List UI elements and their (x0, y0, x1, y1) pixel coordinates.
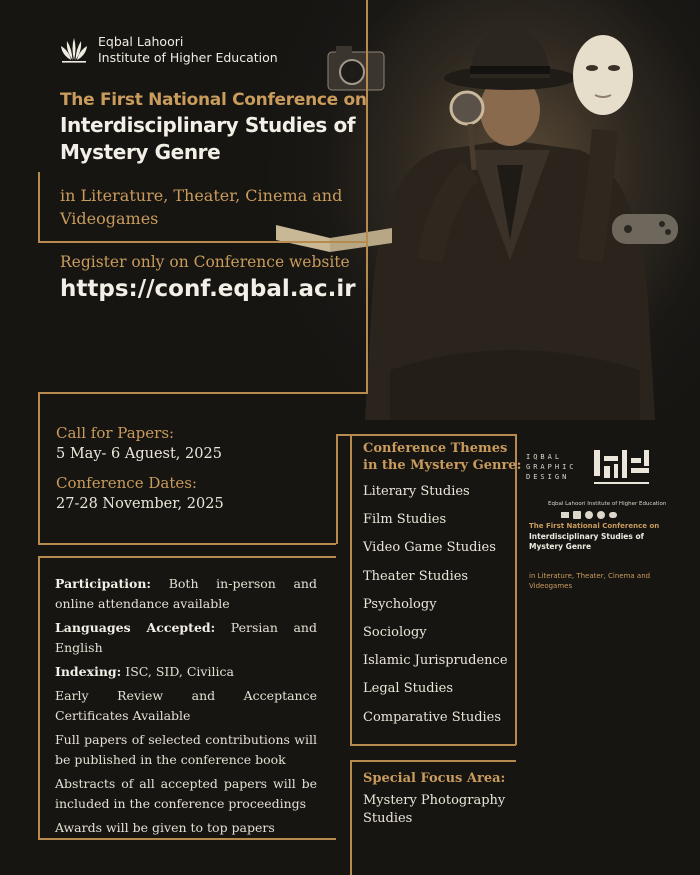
media-icons-strip (560, 510, 618, 520)
indexing-info: Indexing: ISC, SID, Civilica (55, 664, 234, 679)
conference-title-line1: The First National Conference on (60, 90, 367, 110)
mini-poster-title3: in Literature, Theater, Cinema and Videogames (529, 572, 651, 590)
frame-line (366, 0, 368, 392)
conference-subtitle: in Literature, Theater, Cinema and Videogames (60, 186, 343, 228)
frame-line (515, 434, 517, 745)
calligraphy-logo-icon (592, 446, 654, 490)
institution-name-line1: Eqbal Lahoori (98, 34, 184, 49)
theme-item: Comparative Studies (363, 709, 502, 725)
frame-line (336, 434, 516, 436)
mini-poster-title2: Interdisciplinary Studies of Mystery Genre (529, 532, 644, 551)
institution-logo (58, 34, 278, 66)
special-focus-value: Mystery Photography Studies (363, 793, 506, 826)
call-for-papers-value: 5 May- 6 Aguest, 2025 (56, 446, 222, 462)
frame-line (38, 543, 336, 545)
frame-line (350, 434, 352, 744)
details-panel (55, 574, 317, 842)
participation-info: Participation: Both in-person and online attendance available (55, 576, 317, 611)
camera-icon (328, 46, 384, 90)
awards-info: Awards will be given to top papers (55, 820, 275, 835)
special-focus-heading: Special Focus Area: (363, 771, 506, 786)
frame-line (38, 556, 336, 558)
theme-item: Islamic Jurisprudence (363, 653, 508, 669)
mini-poster-title1: The First National Conference on (529, 522, 660, 530)
conference-dates-label: Conference Dates: (56, 474, 197, 492)
frame-line (38, 392, 40, 544)
frame-line (38, 392, 368, 394)
frame-line (38, 556, 40, 838)
frame-line (38, 172, 40, 242)
theme-item: Video Game Studies (363, 540, 496, 556)
theme-item: Theater Studies (363, 568, 469, 584)
frame-line (350, 760, 516, 762)
frame-line (38, 241, 366, 243)
review-info: Early Review and Acceptance Certificates Available (55, 688, 317, 723)
frame-line (336, 434, 338, 544)
call-for-papers-label: Call for Papers: (56, 424, 175, 442)
themes-list (363, 484, 508, 738)
lotus-logo-icon (58, 36, 90, 64)
conference-title-line2: Interdisciplinary Studies of Mystery Genre (60, 113, 356, 164)
conference-url[interactable]: https://conf.eqbal.ac.ir (60, 276, 356, 302)
design-studio-brand: IQBAL GRAPHIC DESIGN (526, 453, 577, 481)
mini-poster-org: Eqbal Lahoori Institute of Higher Education (548, 501, 667, 507)
theme-item: Literary Studies (363, 484, 470, 499)
abstracts-info: Abstracts of all accepted papers will be included in the conference proceedings (55, 776, 317, 811)
registration-note: Register only on Conference website (60, 253, 350, 271)
theme-item: Film Studies (363, 512, 447, 528)
gamepad-icon (612, 214, 678, 244)
theme-item: Legal Studies (363, 681, 454, 697)
theme-item: Psychology (363, 596, 437, 612)
conference-dates-value: 27-28 November, 2025 (56, 496, 224, 512)
frame-line (350, 744, 516, 746)
theme-item: Sociology (363, 624, 427, 640)
institution-name-line2: Institute of Higher Education (98, 50, 278, 65)
languages-info: Languages Accepted: Persian and English (55, 620, 317, 655)
themes-heading: Conference Themes in the Mystery Genre: (363, 441, 522, 473)
theater-mask-icon (573, 35, 633, 115)
book-info: Full papers of selected contributions will be published in the conference book (55, 732, 317, 767)
frame-line (350, 760, 352, 875)
